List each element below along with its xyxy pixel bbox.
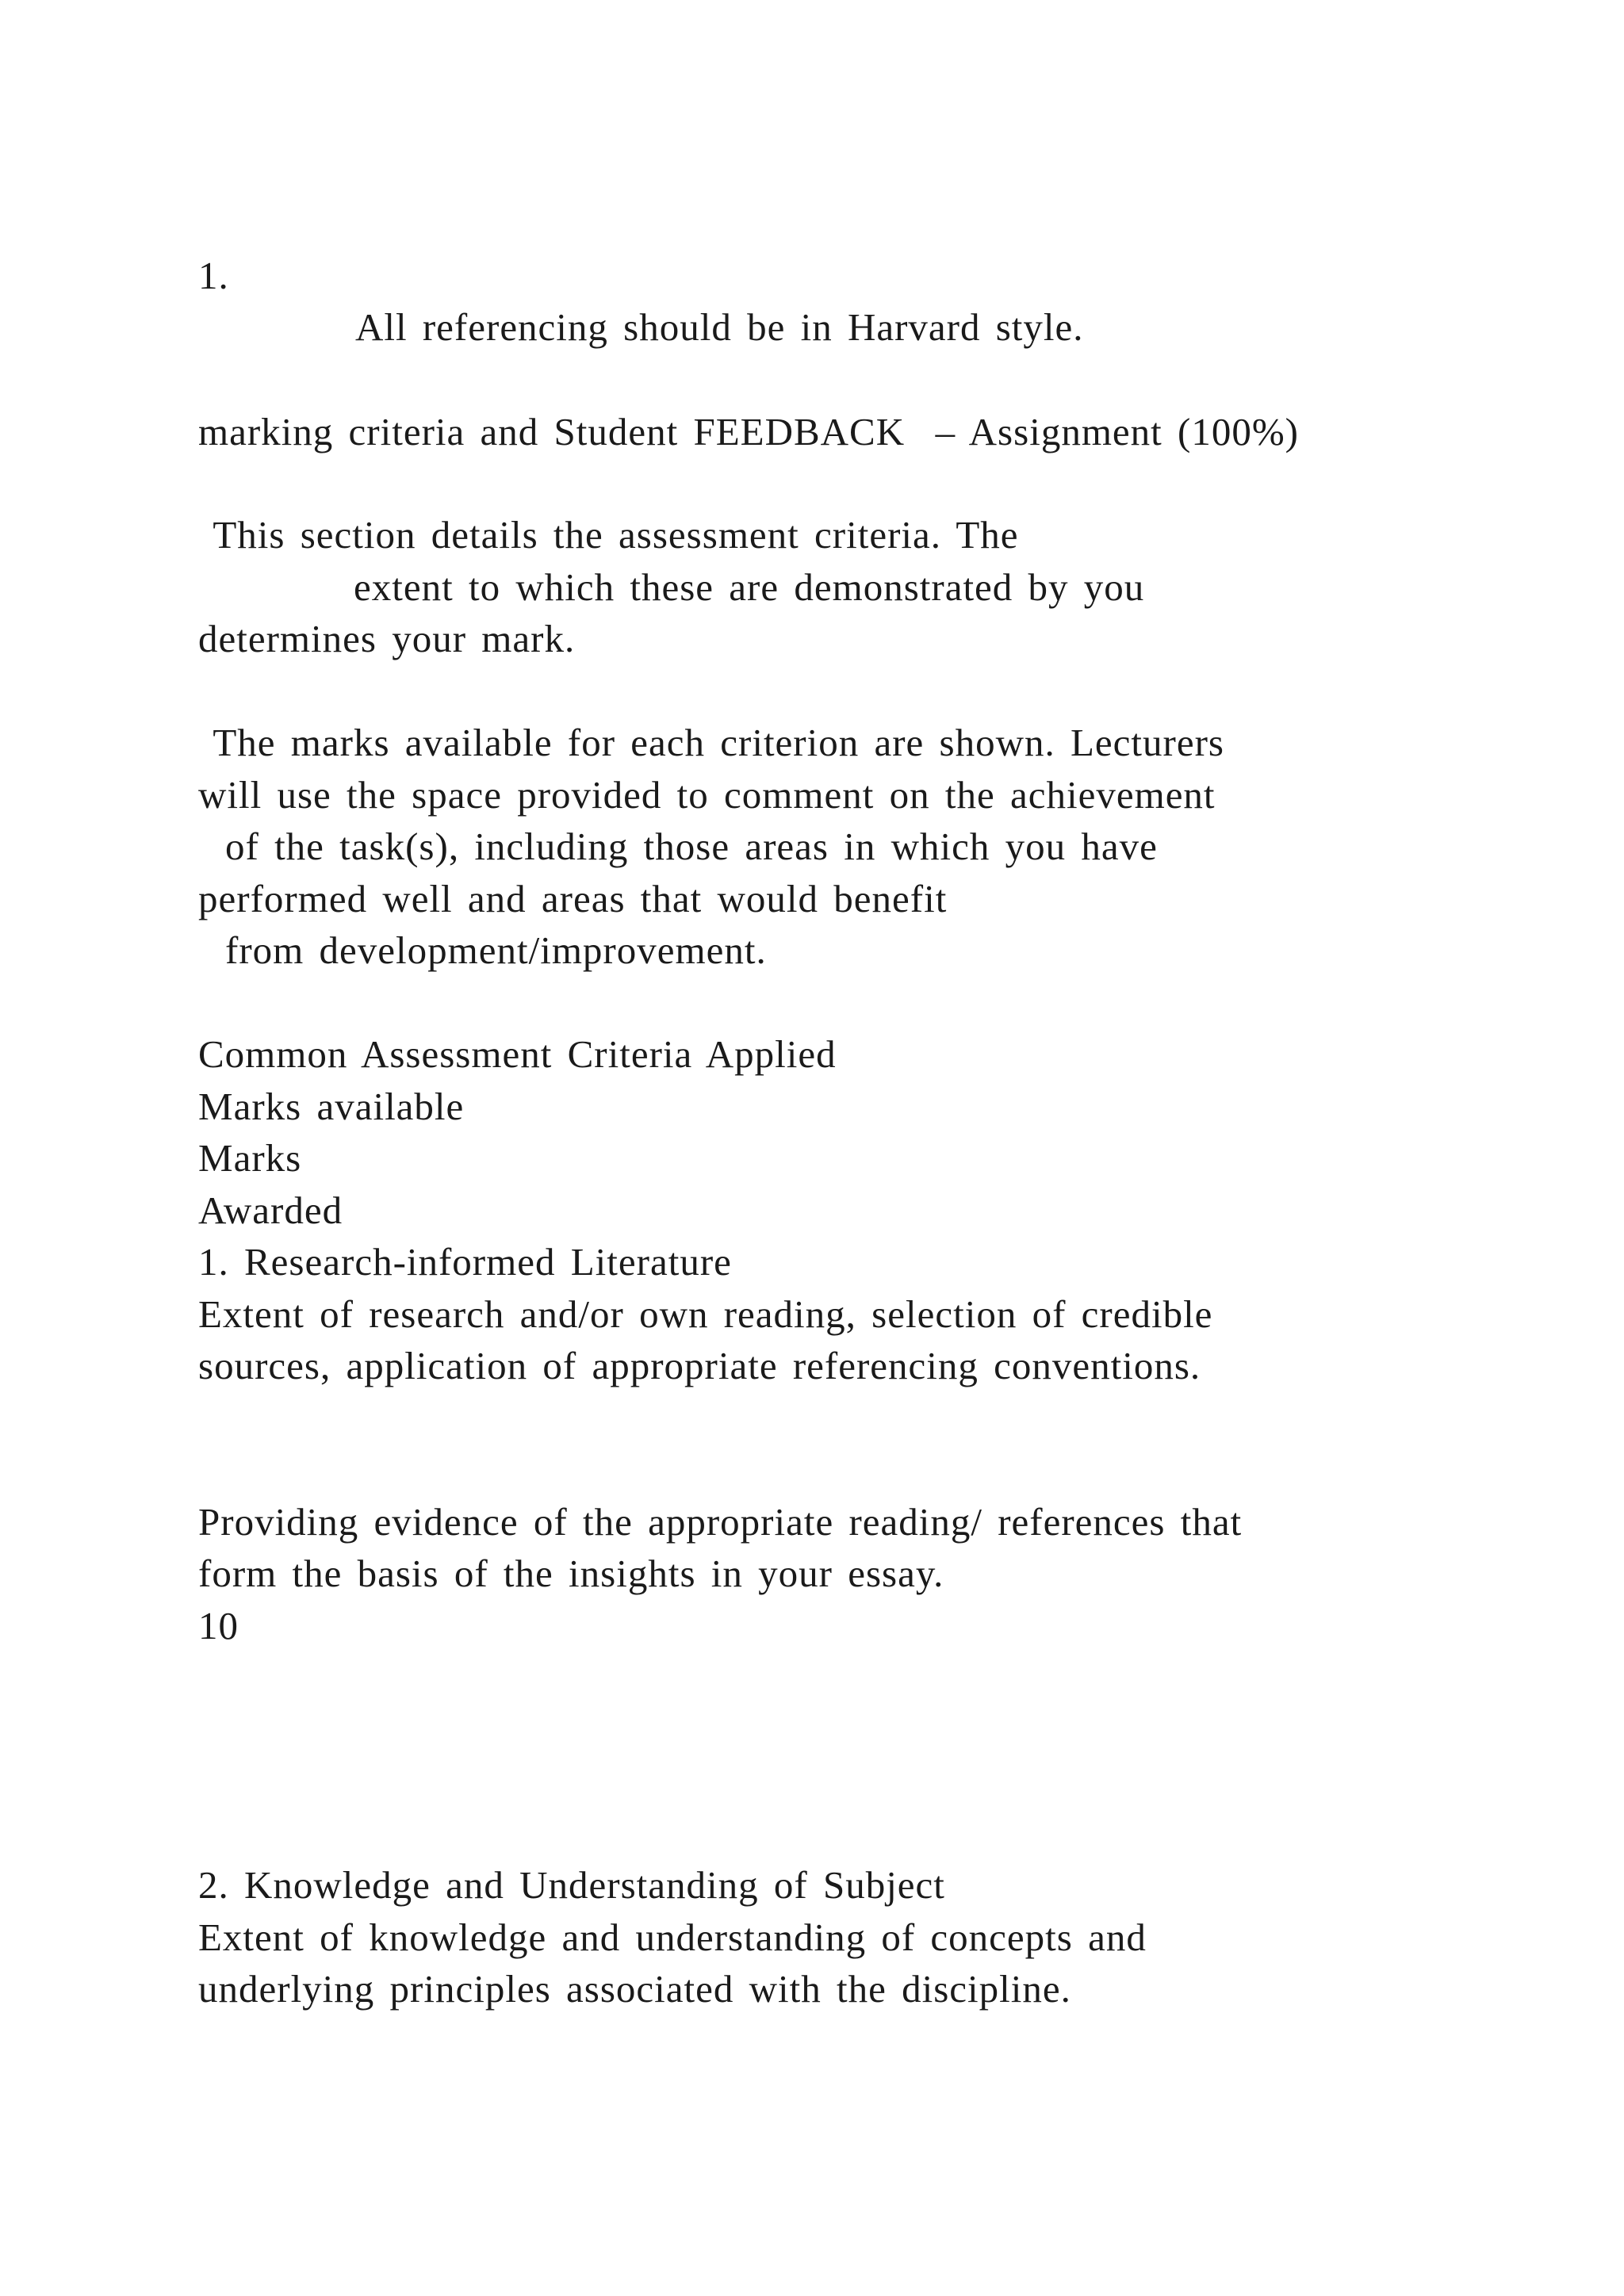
- table-header-awarded-1: Marks: [198, 1136, 302, 1180]
- table-header-criteria: Common Assessment Criteria Applied: [198, 1032, 837, 1076]
- criterion-1-desc-2: sources, application of appropriate referencing conventions.: [198, 1344, 1201, 1387]
- marks-line-5: from development/improvement.: [225, 928, 767, 972]
- item-number: 1.: [198, 254, 229, 297]
- criterion-1-title: 1. Research-informed Literature: [198, 1240, 732, 1284]
- marks-line-1: The marks available for each criterion are shown. Lecturers: [198, 721, 1224, 764]
- referencing-note: All referencing should be in Harvard style.: [355, 305, 1084, 349]
- marks-line-2: will use the space provided to comment on the achievement: [198, 773, 1216, 817]
- criterion-2-title: 2. Knowledge and Understanding of Subject: [198, 1863, 945, 1907]
- criterion-1-marks: 10: [198, 1604, 239, 1647]
- criterion-2-desc-2: underlying principles associated with the discipline.: [198, 1967, 1071, 2011]
- marks-line-3: of the task(s), including those areas in which you have: [225, 825, 1158, 868]
- table-header-available: Marks available: [198, 1085, 465, 1128]
- criterion-2-desc-1: Extent of knowledge and understanding of concepts and: [198, 1915, 1147, 1959]
- criterion-1-evidence-2: form the basis of the insights in your essay.: [198, 1552, 944, 1595]
- section-title: marking criteria and Student FEEDBACK – Assignment (100%): [198, 410, 1299, 453]
- intro-line-3: determines your mark.: [198, 617, 576, 660]
- intro-line-1: This section details the assessment criteria. The: [198, 513, 1019, 557]
- intro-line-2: extent to which these are demonstrated by you: [354, 565, 1145, 609]
- marks-line-4: performed well and areas that would benefit: [198, 877, 948, 920]
- criterion-1-evidence-1: Providing evidence of the appropriate reading/ references that: [198, 1500, 1243, 1544]
- criterion-1-desc-1: Extent of research and/or own reading, selection of credible: [198, 1292, 1213, 1336]
- table-header-awarded-2: Awarded: [198, 1188, 343, 1232]
